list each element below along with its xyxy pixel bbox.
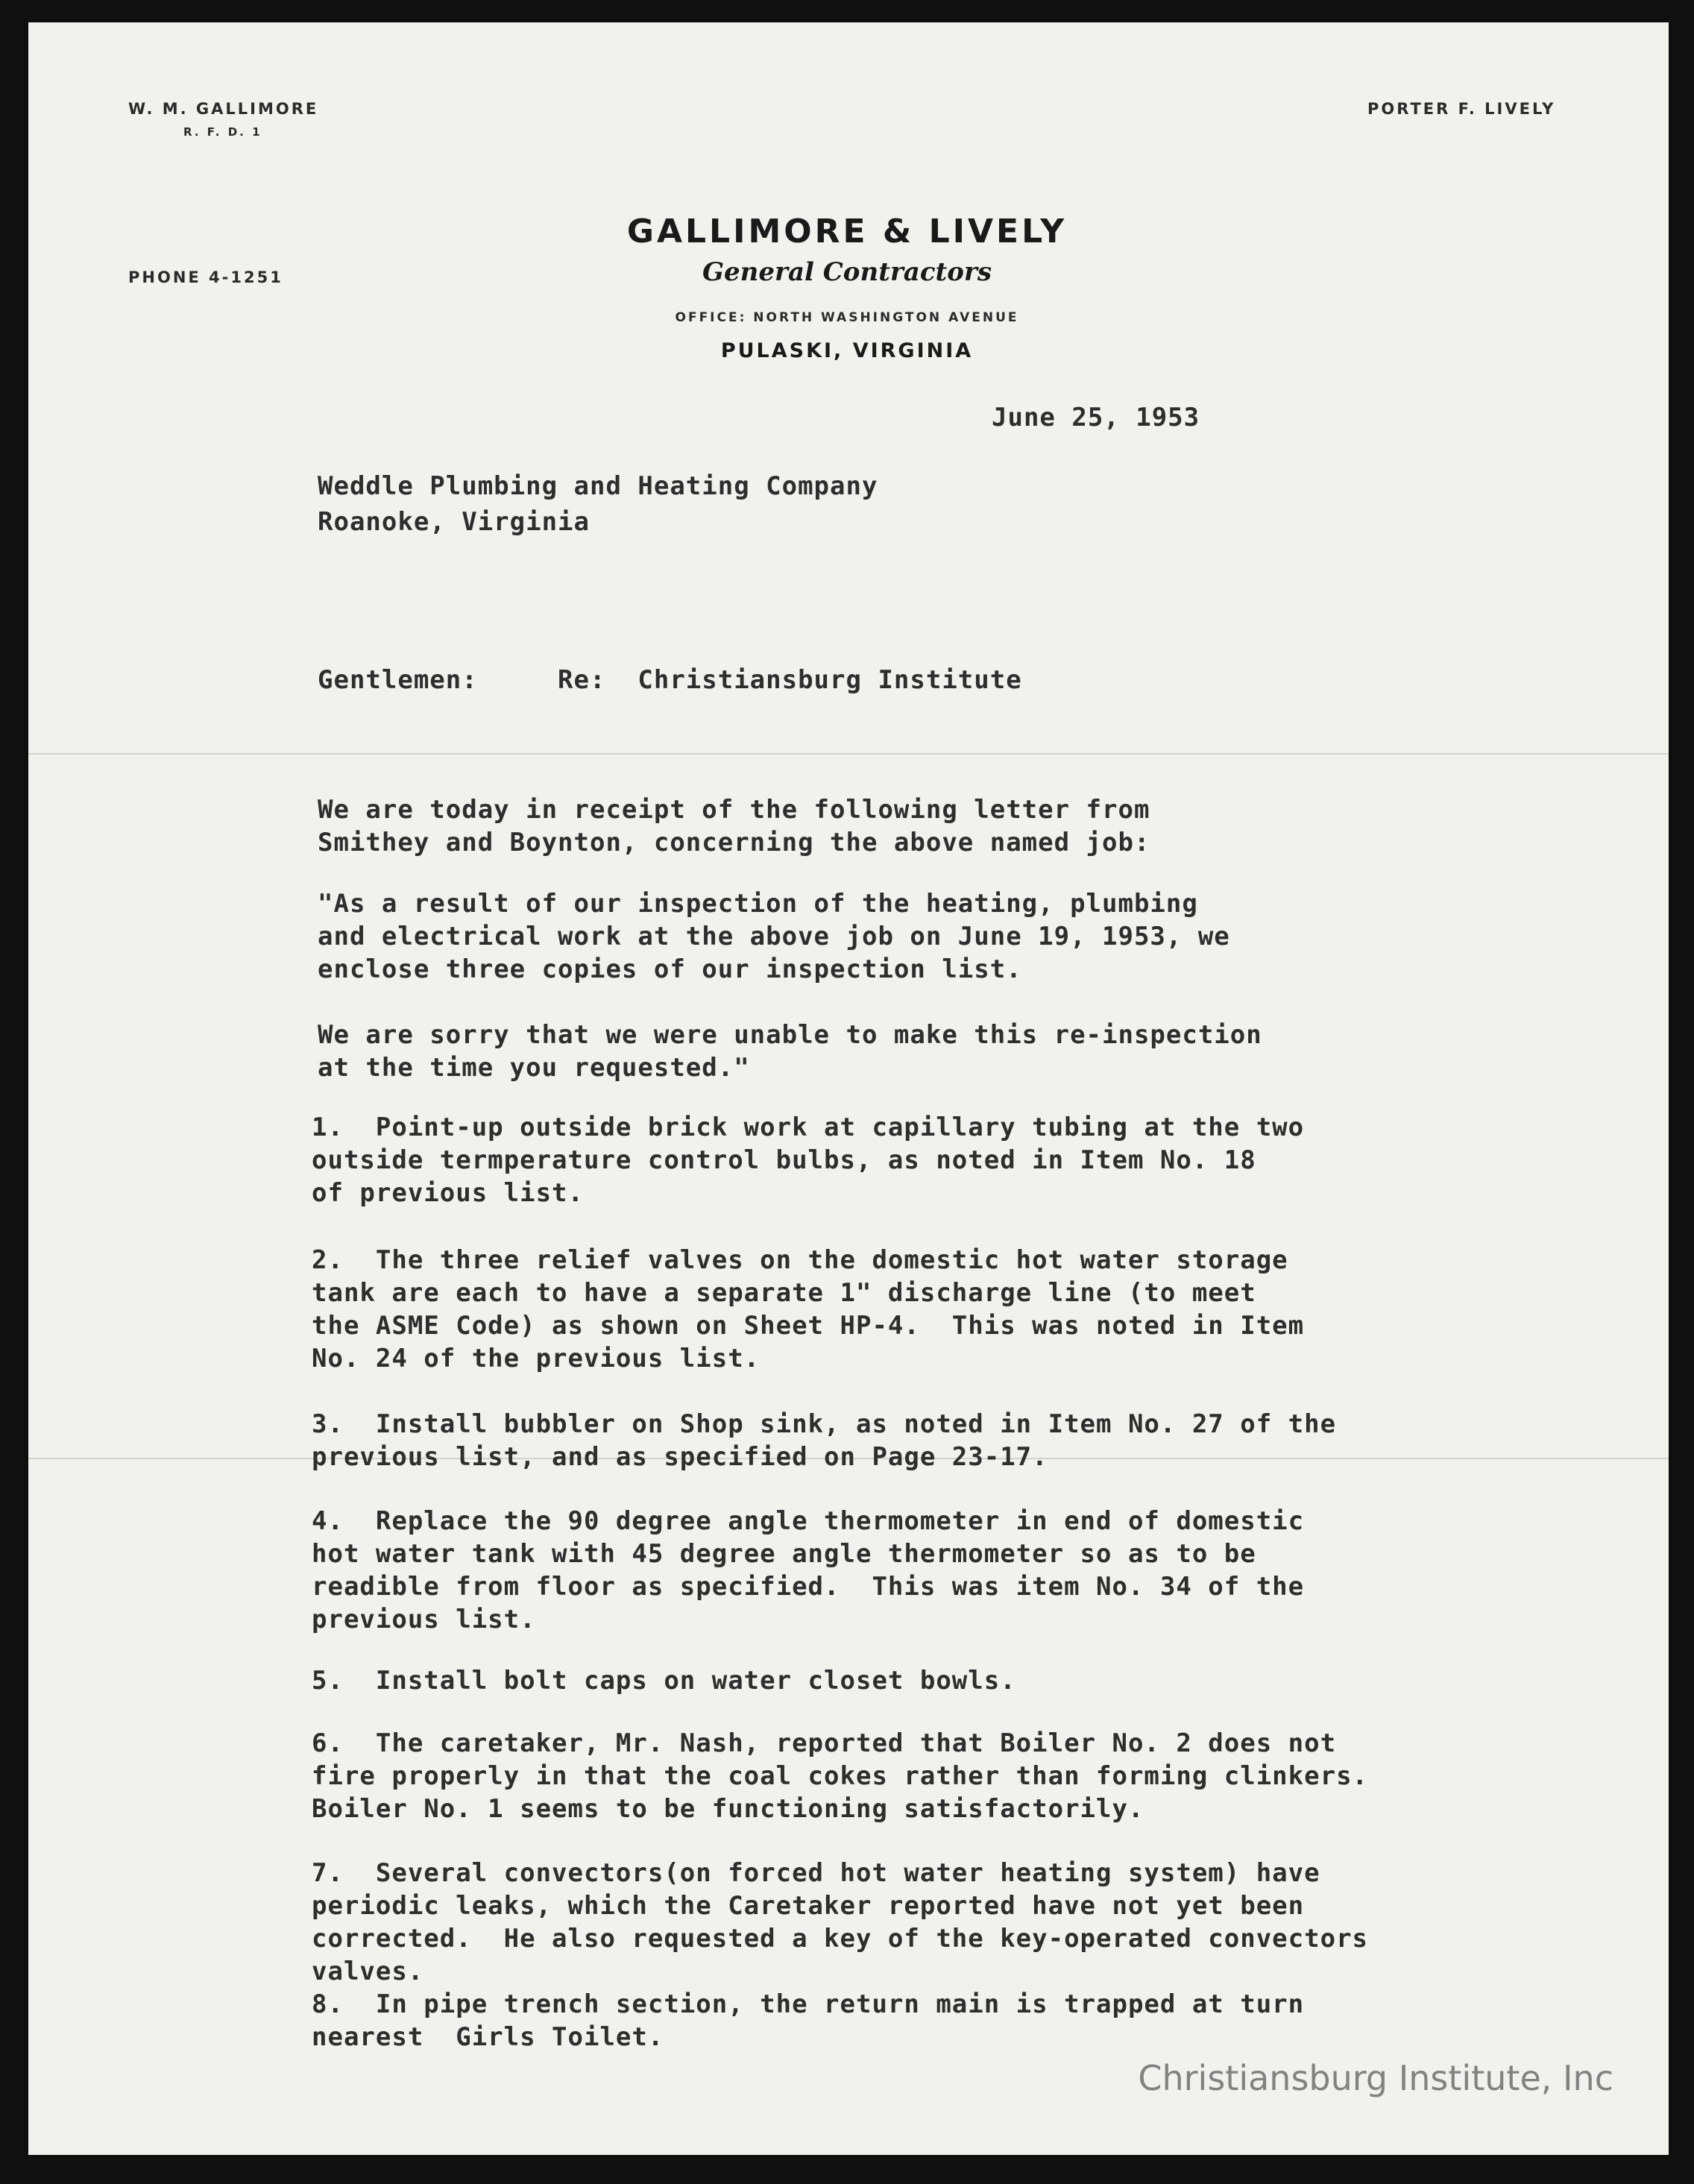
partner-left-name: W. M. GALLIMORE [128, 100, 319, 118]
watermark: Christiansburg Institute, Inc [1138, 2058, 1613, 2098]
salutation: Gentlemen: Re: Christiansburg Institute [318, 665, 1022, 695]
list-item: 1. Point-up outside brick work at capillary tubing at the two outside termperature control bulbs, as noted in Item No. 18 of previous list. [312, 1113, 1305, 1208]
list-item: 3. Install bubbler on Shop sink, as noted in Item No. 27 of the previous list, and as specified on Page 23-17. [312, 1409, 1337, 1472]
list-item: 7. Several convectors(on forced hot water heating system) have periodic leaks, which the Caretaker reported have not yet been corrected. He also requested a key of the key-operated convectors valves. [312, 1858, 1369, 1986]
list-item: 6. The caretaker, Mr. Nash, reported that Boiler No. 2 does not fire properly in that the coal cokes rather than forming clinkers. Boiler No. 1 seems to be functioning satisfactorily. [312, 1728, 1369, 1824]
fold-line [28, 753, 1669, 755]
firm-name: GALLIMORE & LIVELY [626, 213, 1068, 251]
phone-number: PHONE 4-1251 [128, 268, 283, 286]
firm-subtitle: General Contractors [702, 257, 992, 287]
list-item: 4. Replace the 90 degree angle thermometer in end of domestic hot water tank with 45 degree angle thermometer so as to be readible from floor as specified. This was item No. 34 of the previous list. [312, 1506, 1305, 1634]
recipient-name: Weddle Plumbing and Heating Company [318, 471, 878, 501]
list-item: 2. The three relief valves on the domestic hot water storage tank are each to have a separate 1" discharge line (to meet the ASME Code) as shown on Sheet HP-4. This was noted in Item No. 24 of the previous list. [312, 1245, 1305, 1373]
intro-paragraph: We are today in receipt of the following letter from Smithey and Boynton, concerning the above named job: [318, 795, 1150, 857]
office-address: OFFICE: NORTH WASHINGTON AVENUE [675, 310, 1019, 325]
quoted-paragraph: We are sorry that we were unable to make this re-inspection at the time you requested." [318, 1020, 1262, 1083]
list-item: 5. Install bolt caps on water closet bowls. [312, 1666, 1016, 1696]
partner-right-name: PORTER F. LIVELY [1367, 100, 1556, 118]
letter-date: June 25, 1953 [992, 403, 1200, 432]
partner-left-route: R. F. D. 1 [183, 125, 262, 139]
list-item: 8. In pipe trench section, the return main is trapped at turn nearest Girls Toilet. [312, 1989, 1305, 2052]
quoted-paragraph: "As a result of our inspection of the heating, plumbing and electrical work at the above job on June 19, 1953, we enclose three copies of our inspection list. [318, 889, 1230, 984]
city-state: PULASKI, VIRGINIA [720, 339, 974, 362]
recipient-city: Roanoke, Virginia [318, 507, 590, 537]
